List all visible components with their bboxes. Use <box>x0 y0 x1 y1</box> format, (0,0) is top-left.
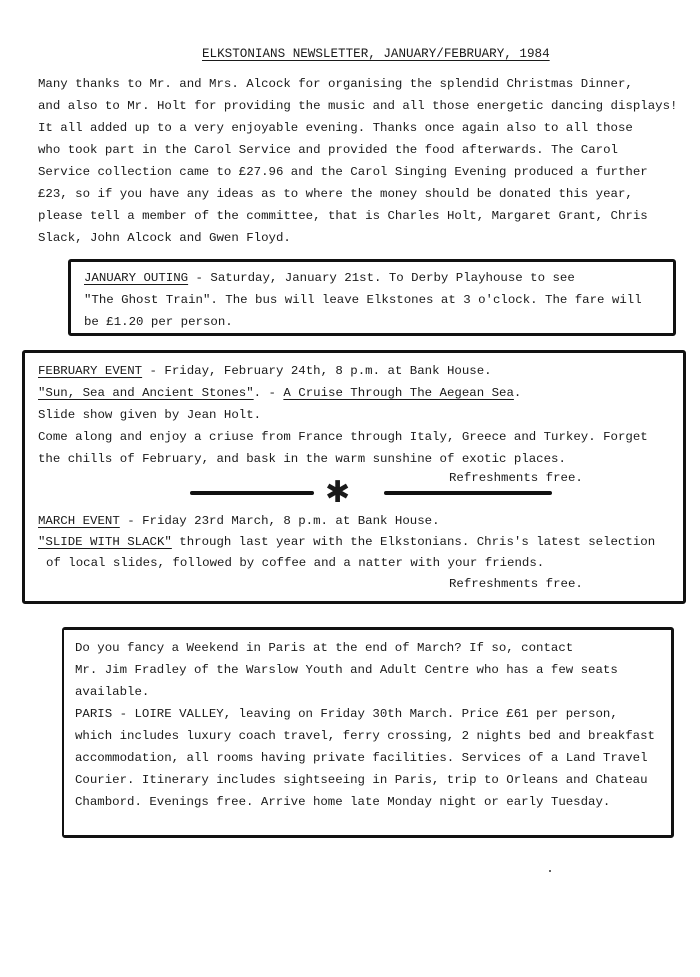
january-outing-fare: be £1.20 per person. <box>84 315 233 329</box>
february-event-presenter: Slide show given by Jean Holt. <box>38 408 262 422</box>
march-event-description: of local slides, followed by coffee and a natter with your friends. <box>46 556 545 570</box>
february-title-sep: . - <box>253 386 284 400</box>
march-event-description: through last year with the Elkstonians. Chris's latest selection <box>171 535 656 549</box>
paris-line: PARIS - LOIRE VALLEY, leaving on Friday 30th March. Price £61 per person, <box>75 707 618 721</box>
march-event-line <box>38 515 440 527</box>
intro-line: who took part in the Carol Service and provided the food afterwards. The Carol <box>38 143 618 157</box>
intro-line: please tell a member of the committee, that is Charles Holt, Margaret Grant, Chris <box>38 209 648 223</box>
paris-line: Chambord. Evenings free. Arrive home late Monday night or early Tuesday. <box>75 795 611 809</box>
february-event-heading: FEBRUARY EVENT <box>38 364 143 378</box>
intro-line: £23, so if you have any ideas as to where the money should be donated this year, <box>38 187 633 201</box>
january-outing-date: - Saturday, January 21st. To Derby Playhouse to see <box>188 271 575 285</box>
separator-rule-right <box>384 491 552 495</box>
february-title-b: A Cruise Through The Aegean Sea <box>283 386 514 400</box>
paris-line: Mr. Jim Fradley of the Warslow Youth and Adult Centre who has a few seats <box>75 663 618 677</box>
february-title-a: "Sun, Sea and Ancient Stones" <box>38 386 254 400</box>
separator-rule-left <box>190 491 314 495</box>
paris-line: Do you fancy a Weekend in Paris at the end of March? If so, contact <box>75 641 574 655</box>
paris-line: which includes luxury coach travel, ferry crossing, 2 nights bed and breakfast <box>75 729 655 743</box>
intro-line: It all added up to a very enjoyable evening. Thanks once again also to all those <box>38 121 633 135</box>
march-event-title-line <box>38 536 655 548</box>
paris-line: available. <box>75 685 150 699</box>
february-event-description: Come along and enjoy a criuse from France through Italy, Greece and Turkey. Forget <box>38 430 648 444</box>
intro-line: Service collection came to £27.96 and the Carol Singing Evening produced a further <box>38 165 648 179</box>
january-outing-details: "The Ghost Train". The bus will leave Elkstones at 3 o'clock. The fare will <box>84 293 642 307</box>
february-refreshments: Refreshments free. <box>449 471 583 485</box>
january-outing-line <box>84 272 575 284</box>
february-event-line <box>38 365 492 377</box>
february-event-description: the chills of February, and bask in the warm sunshine of exotic places. <box>38 452 566 466</box>
march-refreshments: Refreshments free. <box>449 577 583 591</box>
scan-speck <box>549 870 551 872</box>
february-title-end: . <box>513 386 522 400</box>
intro-line: and also to Mr. Holt for providing the music and all those energetic dancing displays! <box>38 99 678 113</box>
newsletter-title: ELKSTONIANS NEWSLETTER, JANUARY/FEBRUARY, 1984 <box>202 47 550 61</box>
march-event-date: - Friday 23rd March, 8 p.m. at Bank House. <box>119 514 440 528</box>
february-event-date: - Friday, February 24th, 8 p.m. at Bank House. <box>142 364 492 378</box>
march-event-title: "SLIDE WITH SLACK" <box>38 535 172 549</box>
january-outing-heading: JANUARY OUTING <box>84 271 189 285</box>
march-event-heading: MARCH EVENT <box>38 514 120 528</box>
february-event-title <box>38 387 521 399</box>
paris-line: Courier. Itinerary includes sightseeing in Paris, trip to Orleans and Chateau <box>75 773 648 787</box>
intro-line: Many thanks to Mr. and Mrs. Alcock for organising the splendid Christmas Dinner, <box>38 77 633 91</box>
paris-line: accommodation, all rooms having private facilities. Services of a Land Travel <box>75 751 648 765</box>
intro-line: Slack, John Alcock and Gwen Floyd. <box>38 231 291 245</box>
separator-star-icon: ✱ <box>325 475 351 510</box>
